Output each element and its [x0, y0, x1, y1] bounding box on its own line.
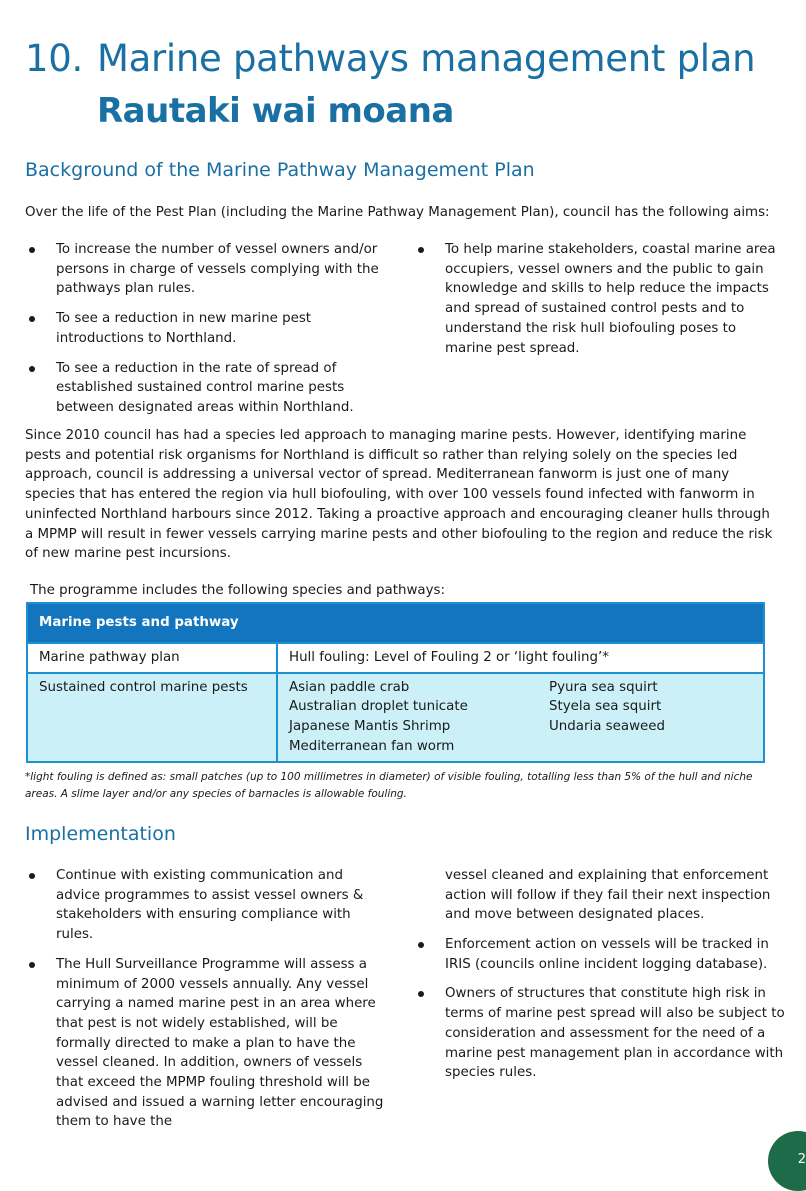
species-item: Australian droplet tunicate — [289, 699, 468, 715]
implementation-list-left — [25, 866, 385, 1142]
table-row — [27, 673, 764, 762]
table-cell: Hull fouling: Level of Fouling 2 or ‘light fouling’* — [277, 643, 764, 673]
species-item: Undaria seaweed — [549, 719, 666, 735]
aims-list-left — [25, 240, 380, 428]
species-item: Japanese Mantis Shrimp — [289, 719, 451, 735]
page-title — [25, 36, 755, 82]
list-item: To help marine stakeholders, coastal marine area occupiers, vessel owners and the public to gain knowledge and skills to help reduce the impacts and spread of sustained control pests and to understand the risk hull biofouling poses to marine pest spread. — [414, 240, 786, 358]
bullet-icon — [29, 962, 35, 968]
list-item: To see a reduction in new marine pest introductions to Northland. — [25, 309, 380, 348]
bullet-icon — [418, 942, 424, 948]
bullet-icon — [29, 873, 35, 879]
programme-intro: The programme includes the following species and pathways: — [30, 583, 446, 598]
species-item: Pyura sea squirt — [549, 679, 658, 695]
implementation-heading: Implementation — [25, 823, 176, 845]
section-title: Marine pathways management plan — [97, 37, 756, 80]
background-paragraph: Since 2010 council has had a species led approach to managing marine pests. However, identifying marine pests and potential risk organisms for Northland is difficult so rather than relying solely on the species led approach, council is addressing a universal vector of spread. Mediterranean fanworm is just one of many species that has entered the region via hull biofouling, with over 100 vessels found infected with fanworm in uninfected Northland harbours since 2012. Taking a proactive approach and encouraging cleaner hulls through a MPMP will result in fewer vessels carrying marine pests and other biofouling to the region and reduce the risk of new marine pest incursions. — [25, 428, 773, 562]
bullet-icon — [29, 247, 35, 253]
list-item: Continue with existing communication and advice programmes to assist vessel owners & stakeholders with ensuring compliance with rules. — [25, 866, 385, 945]
implementation-list-right — [414, 935, 786, 1093]
list-item: To see a reduction in the rate of spread of established sustained control marine pests between designated areas within Northland. — [25, 359, 380, 418]
implementation-continuation: vessel cleaned and explaining that enforcement action will follow if they fail their next inspection and move between designated places. — [445, 868, 771, 923]
species-cell — [277, 673, 764, 762]
background-intro: Over the life of the Pest Plan (including the Marine Pathway Management Plan), council has the following aims: — [25, 205, 770, 220]
list-item: Enforcement action on vessels will be tracked in IRIS (councils online incident logging database). — [414, 935, 786, 974]
table-row — [27, 643, 764, 673]
page-subtitle: Rautaki wai moana — [97, 91, 454, 131]
section-number: 10. — [25, 37, 83, 80]
aims-list-right — [414, 240, 786, 368]
bullet-icon — [418, 247, 424, 253]
bullet-icon — [29, 316, 35, 322]
species-item: Mediterranean fan worm — [289, 738, 455, 754]
species-item: Asian paddle crab — [289, 679, 410, 695]
list-item: To increase the number of vessel owners and/or persons in charge of vessels complying with the pathways plan rules. — [25, 240, 380, 299]
table-footnote: *light fouling is defined as: small patches (up to 100 millimetres in diameter) of visible fouling, totalling less than 5% of the hull and niche areas. A slime layer and/or any species of barnacles is allowable fouling. — [25, 771, 753, 800]
species-column-1 — [289, 678, 549, 757]
table-header: Marine pests and pathway — [27, 603, 764, 643]
table-cell: Marine pathway plan — [27, 643, 277, 673]
bullet-icon — [418, 991, 424, 997]
table-header-row — [27, 603, 764, 643]
bullet-icon — [29, 366, 35, 372]
page-number: 2 — [797, 1152, 806, 1167]
species-table — [26, 602, 765, 763]
background-heading: Background of the Marine Pathway Management Plan — [25, 159, 535, 181]
list-item: Owners of structures that constitute high risk in terms of marine pest spread will also be subject to consideration and assessment for the need of a marine pest management plan in accordance with species rules. — [414, 984, 786, 1083]
species-item: Styela sea squirt — [549, 699, 662, 715]
table-cell: Sustained control marine pests — [27, 673, 277, 762]
species-column-2 — [549, 678, 665, 757]
list-item: The Hull Surveillance Programme will assess a minimum of 2000 vessels annually. Any vessel carrying a named marine pest in an area where that pest is not widely established, will be formally directed to make a plan to have the vessel cleaned. In addition, owners of vessels that exceed the MPMP fouling threshold will be advised and issued a warning letter encouraging them to have the — [25, 955, 385, 1132]
